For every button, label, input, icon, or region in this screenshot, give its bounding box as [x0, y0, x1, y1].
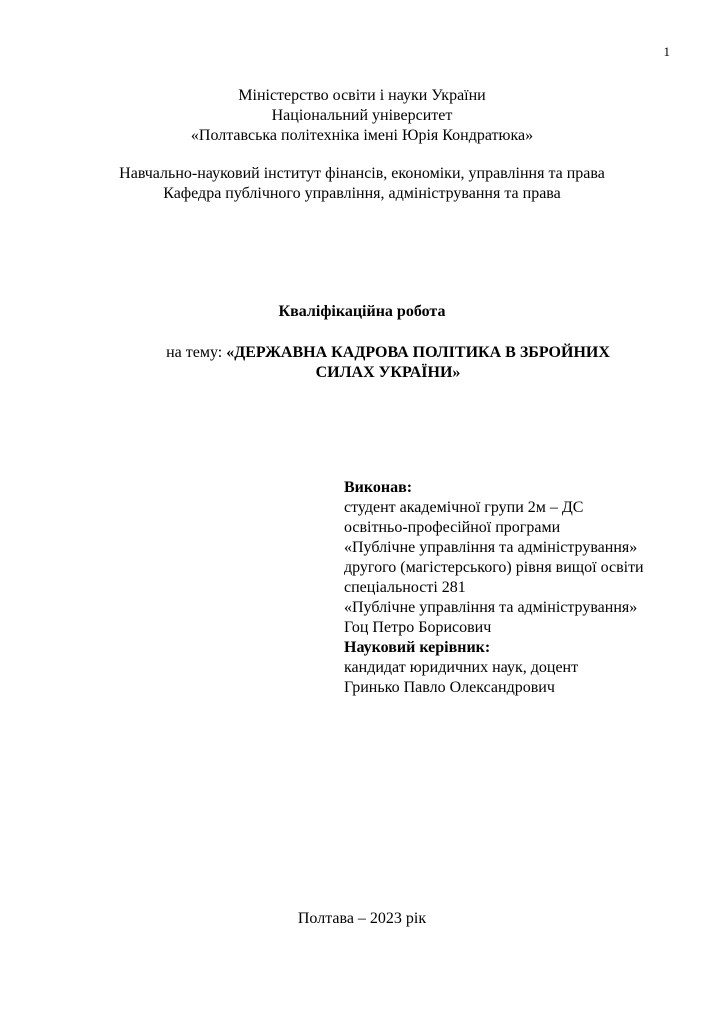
work-title: Кваліфікаційна робота	[278, 303, 446, 320]
author-line: «Публічне управління та адміністрування»	[344, 539, 638, 556]
supervisor-label: Науковий керівник:	[344, 639, 491, 656]
city-year: Полтава – 2023 рік	[297, 910, 427, 927]
topic-prefix: на тему:	[166, 344, 227, 361]
supervisor-name: Гринько Павло Олександрович	[344, 679, 555, 696]
author-line: освітньо-професійної програми	[344, 519, 561, 536]
department-name: Кафедра публічного управління, адміністрування та права	[163, 185, 561, 202]
author-line: другого (магістерського) рівня вищої освіти	[344, 559, 644, 576]
author-line: «Публічне управління та адміністрування»	[344, 599, 638, 616]
author-line: спеціальності 281	[344, 579, 466, 596]
page-number: 1	[663, 44, 670, 59]
author-line: студент академічної групи 2м – ДС	[344, 499, 584, 516]
topic-title-line-1: «ДЕРЖАВНА КАДРОВА ПОЛІТИКА В ЗБРОЙНИХ	[226, 344, 610, 361]
author-block	[344, 478, 704, 698]
author-name: Гоц Петро Борисович	[344, 619, 492, 636]
work-topic	[120, 343, 656, 383]
topic-title-line-2: СИЛАХ УКРАЇНИ»	[315, 364, 461, 381]
institute-name: Навчально-науковий інститут фінансів, економіки, управління та права	[119, 165, 605, 182]
ministry-name: Міністерство освіти і науки України	[238, 87, 486, 104]
title-page-header	[0, 86, 724, 146]
supervisor-degree: кандидат юридичних наук, доцент	[344, 659, 579, 676]
university-name: «Полтавська політехніка імені Юрія Кондратюка»	[190, 127, 534, 144]
institute-block	[0, 164, 724, 204]
author-label: Виконав:	[344, 479, 413, 496]
university-type: Національний університет	[271, 107, 453, 124]
